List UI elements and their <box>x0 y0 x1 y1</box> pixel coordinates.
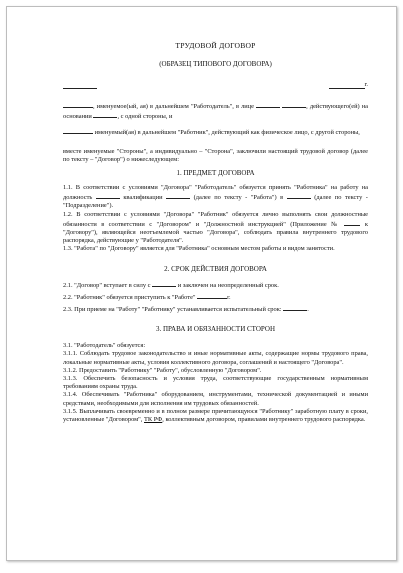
date-field <box>329 81 369 89</box>
clause-3-1-1: 3.1.1. Соблюдать трудовое законодательство и иные нормативные акты, содержащие нормы трудового права, локальные нормативные акты, условия коллективного договора, соглашений и настоящего "Договора". <box>63 350 368 366</box>
parties-employee: именуемый(ая) в дальнейшем "Работник", действующий как физическое лицо, с другой стороны, <box>63 127 368 137</box>
clause-3-1: 3.1. "Работодатель" обязуется: <box>63 342 146 350</box>
clause-1-2: 1.2. В соответствии с условиями "Договора" "Работник" обязуется лично выполнять свои должностные обязанности в соответствии с "Договором" и "Должностной инструкцией" (Приложение № к "Договору"), являющейся неотъемлемой частью "Договора", соблюдать правила внутреннего трудового распорядка, действующие у "Работодателя". <box>63 210 368 245</box>
clause-3-1-2: 3.1.2. Предоставить "Работнику" "Работу", обусловленную "Договором". <box>63 366 262 374</box>
appendix-number-blank <box>344 219 360 226</box>
employer-name-blank <box>63 101 93 108</box>
document-body <box>63 41 368 424</box>
work-start-blank <box>197 292 227 299</box>
clause-1-3: 1.3. "Работа" по "Договору" является для "Работника" основным местом работы и видом занятости. <box>63 245 335 253</box>
representative-blank <box>256 101 280 108</box>
clause-3-1-4: 3.1.4. Обеспечивать "Работника" оборудованием, инструментами, технической документацией и иными средствами, необходимыми для исполнения им трудовых обязанностей. <box>63 391 368 407</box>
section3-heading: 3. ПРАВА И ОБЯЗАННОСТИ СТОРОН <box>155 325 276 334</box>
city-blank <box>63 82 97 89</box>
date-row <box>63 79 368 89</box>
clause-2-3: 2.3. При приеме на "Работу" "Работнику" устанавливается испытательный срок: . <box>63 306 309 314</box>
parties-together: вместе именуемые "Стороны", а индивидуально – "Сторона", заключили настоящий трудовой договор (далее по тексту – "Договор") о нижеследующем: <box>63 147 368 163</box>
section1-heading: 1. ПРЕДМЕТ ДОГОВОРА <box>176 169 255 178</box>
clause-2-2: 2.2. "Работник" обязуется приступить к "Работе" г. <box>63 293 231 301</box>
clause-3-1-5: 3.1.5. Выплачивать своевременно и в полном размере причитающуюся "Работнику" заработную плату в сроки, установленные "Договором", ТК РФ, коллективным договором, правилами внутреннего трудового распорядка. <box>63 407 368 424</box>
clause-3-1-3: 3.1.3. Обеспечить безопасность и условия труда, соответствующие государственным нормативным требованиям охраны труда. <box>63 375 368 391</box>
start-date-blank <box>152 280 176 287</box>
basis-blank <box>93 111 117 118</box>
qualification-blank <box>166 192 190 199</box>
clause-1-1: 1.1. В соответствии с условиями "Договора" "Работодатель" обязуется принять "Работника" на работу на должность квалификации (далее по тексту - "Работа") в (далее по тексту - "Подразделение"). <box>63 184 368 210</box>
labor-code-link[interactable]: ТК РФ <box>144 416 163 424</box>
clause-2-1: 2.1. "Договор" вступает в силу с и заключен на неопределенный срок. <box>63 281 279 289</box>
probation-blank <box>283 304 307 311</box>
document-title: ТРУДОВОЙ ДОГОВОР <box>175 41 256 50</box>
date-suffix: г. <box>364 80 368 88</box>
document-subtitle: (ОБРАЗЕЦ ТИПОВОГО ДОГОВОРА) <box>159 60 272 68</box>
department-blank <box>287 192 311 199</box>
employee-name-blank <box>63 127 93 134</box>
document-page <box>6 6 397 561</box>
date-blank <box>329 82 365 89</box>
position-blank <box>96 192 120 199</box>
section2-heading: 2. СРОК ДЕЙСТВИЯ ДОГОВОРА <box>164 264 267 273</box>
parties-employer: , именуемое(ый, ая) в дальнейшем "Работодатель", в лице , действующего(ей) на основании , с одной стороны, и <box>63 103 368 121</box>
